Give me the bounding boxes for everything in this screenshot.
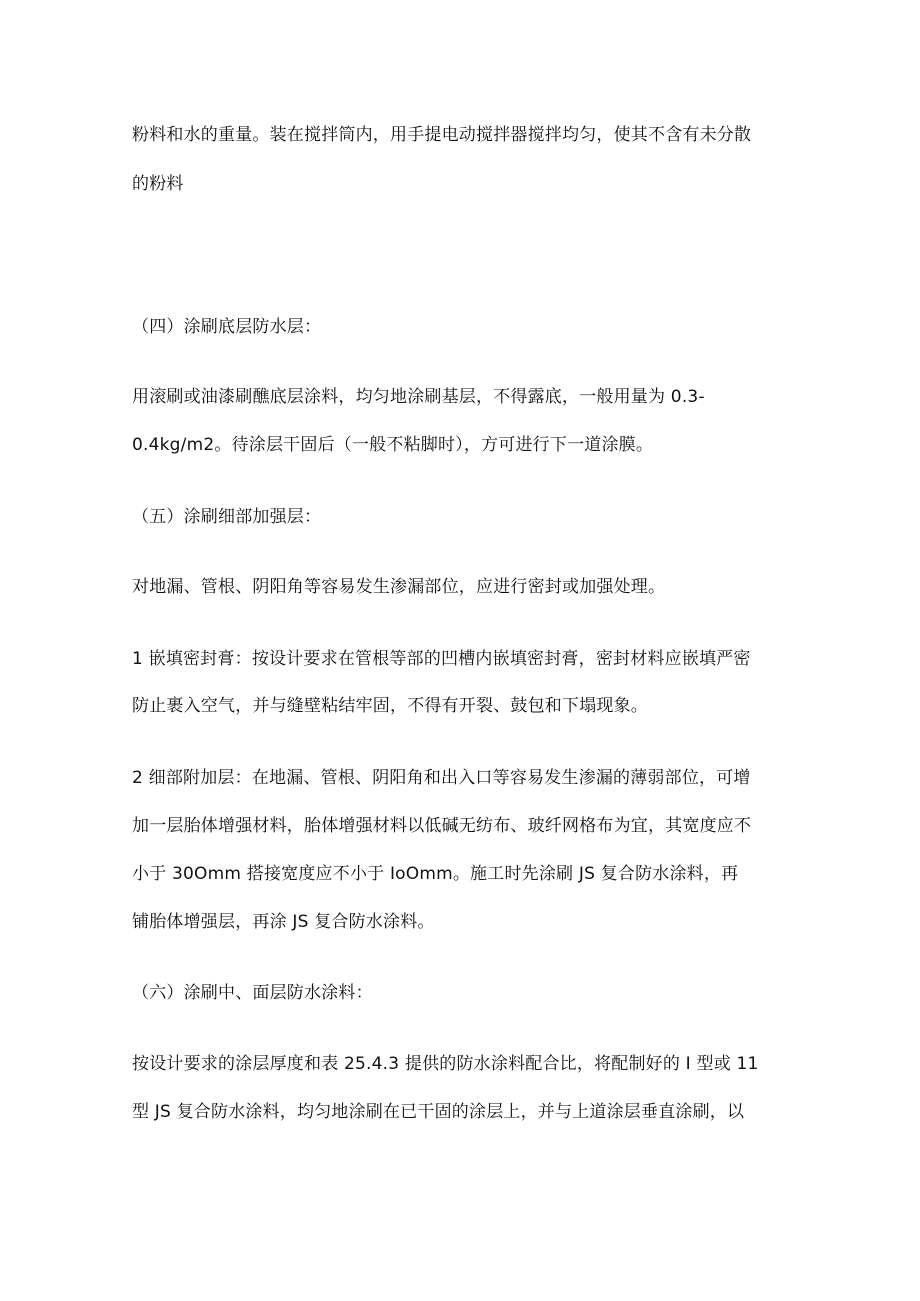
paragraph-detail-intro: 对地漏、管根、阴阳角等容易发生渗漏部位，应进行密封或加强处理。: [132, 577, 666, 597]
paragraph-reinforcement-line-1: 2 细部附加层：在地漏、管根、阴阳角和出入口等容易发生渗漏的薄弱部位，可增: [132, 768, 751, 788]
paragraph-coating-line-1: 按设计要求的涂层厚度和表 25.4.3 提供的防水涂料配合比，将配制好的 I 型或 11: [132, 1054, 759, 1074]
paragraph-base-layer-line-1: 用滚刷或油漆刷醮底层涂料，均匀地涂刷基层，不得露底，一般用量为 0.3-: [132, 387, 705, 407]
section-heading-6: （六）涂刷中、面层防水涂料：: [132, 983, 373, 1003]
paragraph-mixing-line-2: 的粉料: [132, 174, 184, 194]
paragraph-sealant-line-2: 防止裹入空气，并与缝壁粘结牢固，不得有开裂、鼓包和下塌现象。: [132, 696, 648, 716]
paragraph-coating-line-2: 型 JS 复合防水涂料，均匀地涂刷在已干固的涂层上，并与上道涂层垂直涂刷，以: [132, 1102, 745, 1122]
section-heading-4: （四）涂刷底层防水层：: [132, 317, 322, 337]
paragraph-reinforcement-line-2: 加一层胎体增强材料，胎体增强材料以低碱无纺布、玻纤网格布为宜，其宽度应不: [132, 816, 752, 836]
paragraph-sealant-line-1: 1 嵌填密封膏：按设计要求在管根等部的凹槽内嵌填密封膏，密封材料应嵌填严密: [132, 649, 751, 669]
paragraph-reinforcement-line-4: 铺胎体增强层，再涂 JS 复合防水涂料。: [132, 912, 435, 932]
paragraph-mixing-line-1: 粉料和水的重量。装在搅拌筒内，用手提电动搅拌器搅拌均匀，使其不含有未分散: [132, 125, 752, 145]
paragraph-reinforcement-line-3: 小于 30Omm 搭接宽度应不小于 IoOmm。施工时先涂刷 JS 复合防水涂料，再: [132, 864, 739, 884]
paragraph-base-layer-line-2: 0.4kg∕m2。待涂层干固后（一般不粘脚时），方可进行下一道涂膜。: [132, 435, 654, 455]
section-heading-5: （五）涂刷细部加强层：: [132, 507, 322, 527]
